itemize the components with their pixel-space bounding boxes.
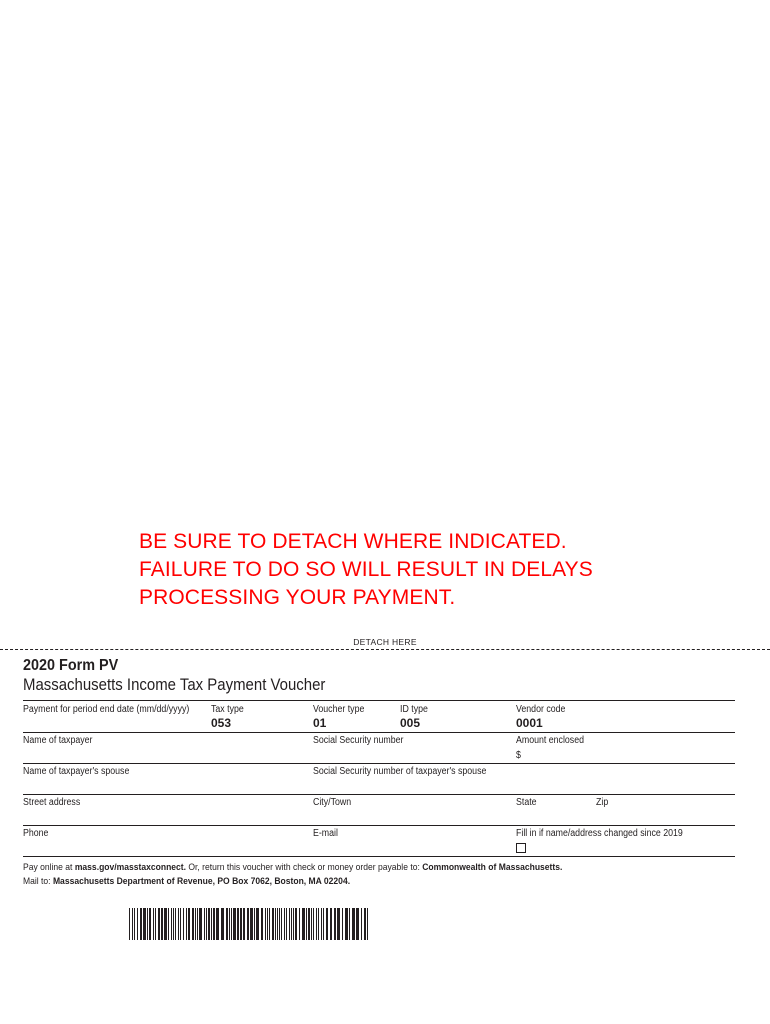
warning-line-3: PROCESSING YOUR PAYMENT. [139, 586, 456, 609]
spouse-ssn-label: Social Security number of taxpayer's spouse [313, 766, 487, 777]
detach-warning [139, 528, 593, 612]
period-end-date-label: Payment for period end date (mm/dd/yyyy) [23, 704, 190, 715]
phone-label: Phone [23, 828, 49, 839]
mail-prefix-text: Mail to: [23, 876, 53, 887]
voucher-type-label: Voucher type [313, 704, 365, 715]
warning-line-1: BE SURE TO DETACH WHERE INDICATED. [139, 530, 567, 553]
spouse-name-label: Name of taxpayer's spouse [23, 766, 130, 777]
tax-type-label: Tax type [211, 704, 244, 715]
amount-enclosed-label: Amount enclosed [516, 735, 585, 746]
address-changed-checkbox[interactable] [516, 843, 526, 853]
rule-row-1 [23, 700, 735, 701]
amount-currency-symbol: $ [516, 750, 521, 761]
vendor-code-value: 0001 [516, 716, 543, 730]
detach-dashed-line[interactable] [0, 649, 770, 650]
rule-row-5 [23, 825, 735, 826]
pay-prefix-text: Pay online at [23, 862, 75, 873]
rule-row-2 [23, 732, 735, 733]
warning-line-2: FAILURE TO DO SO WILL RESULT IN DELAYS [139, 558, 593, 581]
pay-url-link[interactable]: mass.gov/masstaxconnect. [74, 862, 187, 873]
email-label: E-mail [313, 828, 338, 839]
mail-to-line [23, 876, 350, 887]
city-town-label: City/Town [313, 797, 352, 808]
detach-here-label: DETACH HERE [353, 637, 417, 647]
rule-row-3 [23, 763, 735, 764]
mail-address: Massachusetts Department of Revenue, PO Box 7062, Boston, MA 02204. [52, 876, 351, 887]
vendor-code-label: Vendor code [516, 704, 566, 715]
state-label: State [516, 797, 537, 808]
zip-label: Zip [596, 797, 609, 808]
voucher-type-value: 01 [313, 716, 327, 730]
pay-online-line [23, 862, 562, 873]
address-changed-label: Fill in if name/address changed since 2019 [516, 828, 683, 839]
payee-name: Commonwealth of Massachusetts. [422, 862, 563, 873]
barcode-icon [129, 908, 371, 940]
taxpayer-name-label: Name of taxpayer [23, 735, 93, 746]
id-type-value: 005 [400, 716, 421, 730]
street-address-label: Street address [23, 797, 81, 808]
tax-type-value: 053 [211, 716, 232, 730]
form-subtitle: Massachusetts Income Tax Payment Voucher [23, 675, 326, 694]
ssn-label: Social Security number [313, 735, 404, 746]
id-type-label: ID type [400, 704, 428, 715]
rule-row-6 [23, 856, 735, 857]
form-title: 2020 Form PV [23, 657, 119, 674]
rule-row-4 [23, 794, 735, 795]
pay-middle-text: Or, return this voucher with check or money order payable to: [186, 862, 423, 873]
